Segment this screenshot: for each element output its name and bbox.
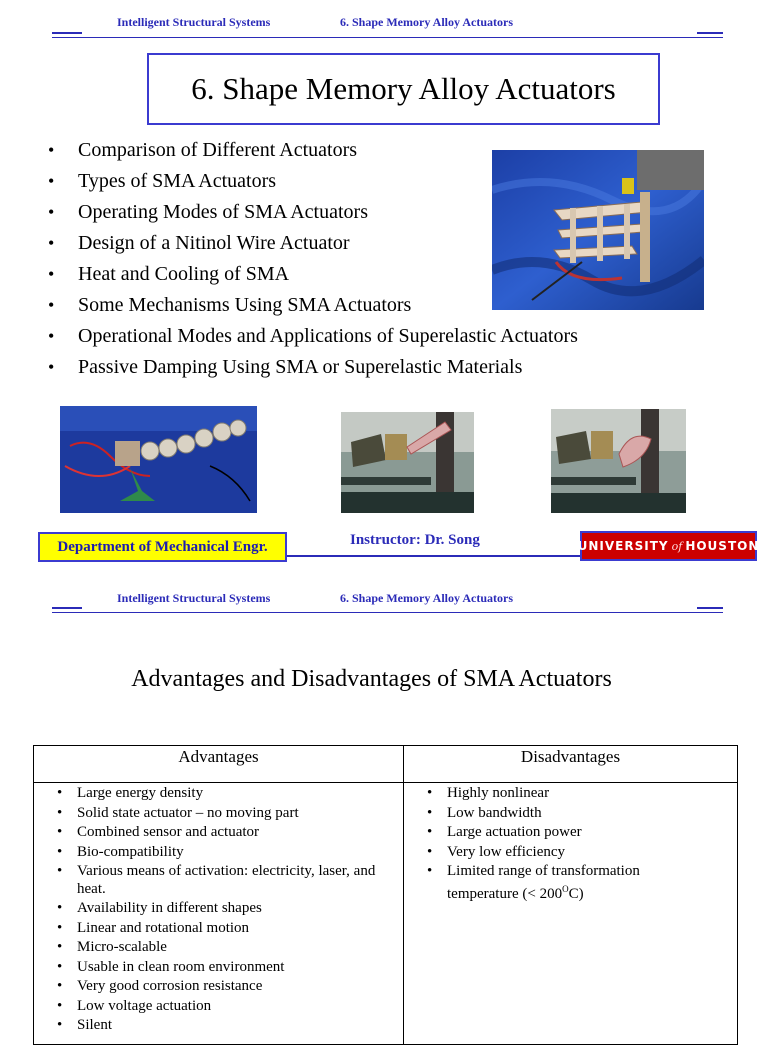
disadvantage-item: • Low bandwidth xyxy=(405,805,736,823)
slide1-header-left: Intelligent Structural Systems xyxy=(117,15,271,29)
clamp-open-photo xyxy=(341,412,474,513)
disadvantage-text-tail: C) xyxy=(568,885,584,902)
slide2-header-left: Intelligent Structural Systems xyxy=(117,591,271,605)
disadvantages-cell xyxy=(404,783,738,1045)
advantage-item: • Availability in different shapes xyxy=(35,900,402,918)
advantage-item: • Very good corrosion resistance xyxy=(35,978,402,996)
slide1-header-right: 6. Shape Memory Alloy Actuators xyxy=(340,15,513,29)
header-rule-left xyxy=(52,607,82,609)
header-rule-left xyxy=(52,32,82,34)
disadvantage-item: • Very low efficiency xyxy=(405,844,736,862)
advantage-item: • Various means of activation: electricity, laser, and heat. xyxy=(35,863,402,898)
degree-superscript: O xyxy=(562,883,569,894)
advantage-item: • Solid state actuator – no moving part xyxy=(35,805,402,823)
university-of-houston-logo xyxy=(577,531,760,561)
slide2-title: Advantages and Disadvantages of SMA Actuators xyxy=(131,666,612,692)
advantages-cell xyxy=(34,783,404,1045)
logo-word-of: of xyxy=(671,539,683,553)
topic-item: • Passive Damping Using SMA or Superelastic Materials xyxy=(48,355,648,386)
slide2-header-right: 6. Shape Memory Alloy Actuators xyxy=(340,591,513,605)
department-label: Department of Mechanical Engr. xyxy=(38,532,287,562)
topic-item: • Some Mechanisms Using SMA Actuators xyxy=(48,293,648,324)
logo-word-houston: HOUSTON xyxy=(685,539,760,553)
disadvantage-item xyxy=(405,863,736,903)
instructor-label: Instructor: Dr. Song xyxy=(350,532,480,548)
clamp-closed-photo xyxy=(551,409,686,513)
advantage-item: • Bio-compatibility xyxy=(35,844,402,862)
snake-actuator-photo xyxy=(60,406,257,513)
header-rule-right xyxy=(697,607,723,609)
advantage-item: • Linear and rotational motion xyxy=(35,920,402,938)
gripper-frame-photo xyxy=(492,150,704,310)
advantage-item: • Low voltage actuation xyxy=(35,998,402,1016)
slide-title: 6. Shape Memory Alloy Actuators xyxy=(147,53,660,125)
advantages-header: Advantages xyxy=(34,746,404,783)
advantage-item: • Usable in clean room environment xyxy=(35,959,402,977)
advantage-item: • Micro-scalable xyxy=(35,939,402,957)
topic-item: • Operating Modes of SMA Actuators xyxy=(48,200,648,231)
topic-item: • Heat and Cooling of SMA xyxy=(48,262,648,293)
advantage-item: • Silent xyxy=(35,1017,402,1035)
topic-item: • Types of SMA Actuators xyxy=(48,169,648,200)
header-rule-right xyxy=(697,32,723,34)
header-rule xyxy=(52,612,723,613)
topic-item: • Design of a Nitinol Wire Actuator xyxy=(48,231,648,262)
advantages-table xyxy=(33,745,738,1045)
logo-word-university: UNIVERSITY xyxy=(577,539,669,553)
advantage-item: • Combined sensor and actuator xyxy=(35,824,402,842)
disadvantage-item: • Large actuation power xyxy=(405,824,736,842)
disadvantages-header: Disadvantages xyxy=(404,746,738,783)
topic-item: • Operational Modes and Applications of Superelastic Actuators xyxy=(48,324,648,355)
topic-item: • Comparison of Different Actuators xyxy=(48,138,648,169)
header-rule xyxy=(52,37,723,38)
disadvantage-item: • Highly nonlinear xyxy=(405,785,736,803)
advantage-item: • Large energy density xyxy=(35,785,402,803)
disadvantage-text: Limited range of transformation temperature (< 200 xyxy=(447,863,640,902)
footer-rule xyxy=(287,555,580,557)
